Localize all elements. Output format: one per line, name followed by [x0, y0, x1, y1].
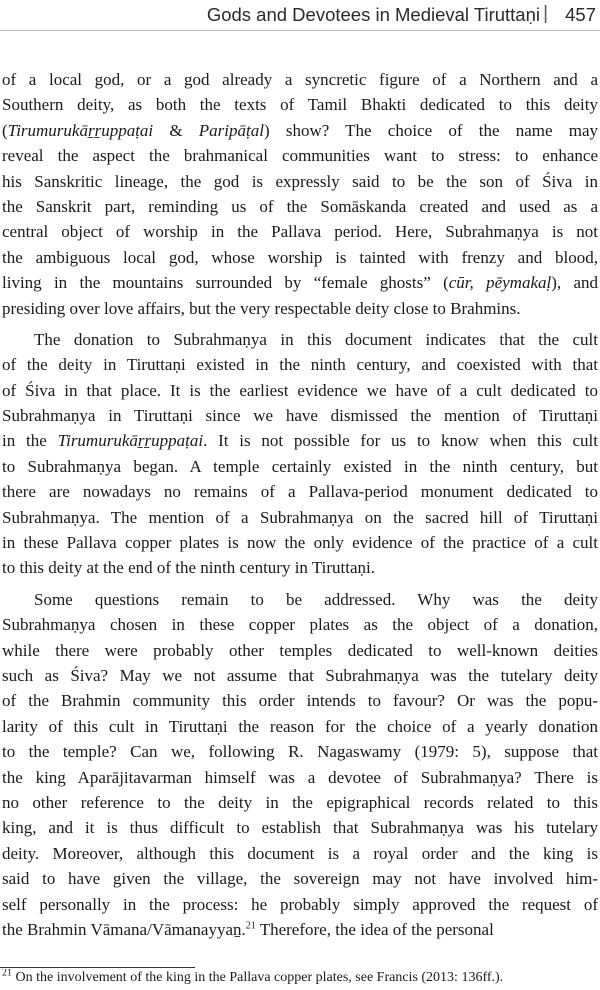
text-line: in these Pallava copper plates is now the only evidence of the practice of a cult: [2, 533, 598, 553]
text-line: the Brahmin Vāmana/Vāmanayyaṉ.$^{21}$ Therefore, the idea of the personal: [2, 919, 494, 939]
text-line: (Tirumurukāṟṟuppaṭai & Paripāṭal) show? The choice of the name may: [2, 120, 598, 140]
text-line: while there were probably other temples dedicated to well-known deities: [2, 640, 598, 660]
text-line: reveal the aspect the brahmanical communities want to stress: to enhance: [2, 146, 598, 166]
text-line: living in the mountains surrounded by “female ghosts” (cūr, pēymakaḷ), and: [2, 273, 598, 293]
text-line: said to have given the village, the sovereign may not have involved him-: [2, 869, 598, 889]
text-line: Subrahmaṇya chosen in these copper plates as the object of a donation,: [2, 615, 598, 635]
running-title: Gods and Devotees in Medieval Tiruttaṇi: [206, 4, 540, 25]
paragraph: [2, 587, 598, 942]
header-rule: [0, 30, 600, 31]
text-line: self personally in the process: he probably simply approved the request of: [2, 894, 598, 914]
header-separator: |: [543, 3, 548, 24]
text-line: of a local god, or a god already a syncretic figure of a Northern and a: [2, 70, 598, 89]
footnote-number: 21: [2, 969, 12, 979]
text-line: no other reference to the deity in the epigraphical records related to this: [2, 792, 598, 812]
footnote-text: On the involvement of the king in the Pallava copper plates, see Francis (2013: 136ff.).: [15, 970, 504, 985]
text-line: of Śiva in that place. It is the earliest evidence we have of a cult dedicated to: [2, 380, 598, 400]
text-line: in the Tirumurukāṟṟuppaṭai. It is not possible for us to know when this cult: [2, 431, 598, 451]
text-line: Subrahmaṇya. The mention of a Subrahmaṇya on the sacred hill of Tiruttaṇi: [2, 507, 598, 527]
footnote: [2, 969, 598, 987]
text-line: the king Aparājitavarman himself was a devotee of Subrahmaṇya? There is: [2, 767, 598, 787]
text-line: such as Śiva? May we not assume that Subrahmaṇya was the tutelary deity: [2, 665, 598, 685]
footnote-rule: [0, 967, 195, 968]
body-text: [2, 67, 598, 942]
text-line: of the deity in Tiruttaṇi existed in the ninth century, and coexisted with that: [2, 355, 598, 375]
text-line: presiding over love affairs, but the very respectable deity close to Brahmins.: [2, 298, 521, 318]
text-line: to the temple? Can we, following R. Nagaswamy (1979: 5), suppose that: [2, 742, 598, 762]
running-header: [0, 0, 600, 36]
text-line: king, and it is thus difficult to establish that Subrahmaṇya was his tutelary: [2, 818, 598, 838]
paragraph: [2, 67, 598, 321]
text-line: to this deity at the end of the ninth century in Tiruttaṇi.: [2, 558, 376, 578]
text-line: there are nowadays no remains of a Pallava-period monument dedicated to: [2, 482, 598, 502]
text-line: of the Brahmin community this order intends to favour? Or was the popu-: [2, 691, 598, 711]
text-line: Subrahmaṇya in Tiruttaṇi since we have dismissed the mention of Tiruttaṇi: [2, 406, 598, 426]
text-line: Southern deity, as both the texts of Tamil Bhakti dedicated to this deity: [2, 95, 598, 115]
text-line: larity of this cult in Tiruttaṇi the reason for the choice of a yearly donation: [2, 716, 598, 736]
page-number: 457: [565, 4, 596, 25]
text-line: deity. Moreover, although this document is a royal order and the king is: [2, 843, 598, 863]
text-line: The donation to Subrahmaṇya in this document indicates that the cult: [34, 329, 598, 349]
paragraph: [2, 327, 598, 581]
text-line: central object of worship in the Pallava period. Here, Subrahmaṇya is not: [2, 222, 598, 242]
text-line: the ambiguous local god, whose worship is tainted with frenzy and blood,: [2, 247, 598, 267]
text-line: Some questions remain to be addressed. Why was the deity: [34, 589, 598, 609]
text-line: his Sanskritic lineage, the god is expressly said to be the son of Śiva in: [2, 171, 598, 191]
text-line: to Subrahmaṇya began. A temple certainly existed in the ninth century, but: [2, 456, 598, 476]
text-line: the Sanskrit part, reminding us of the Somāskanda created and used as a: [2, 196, 598, 216]
